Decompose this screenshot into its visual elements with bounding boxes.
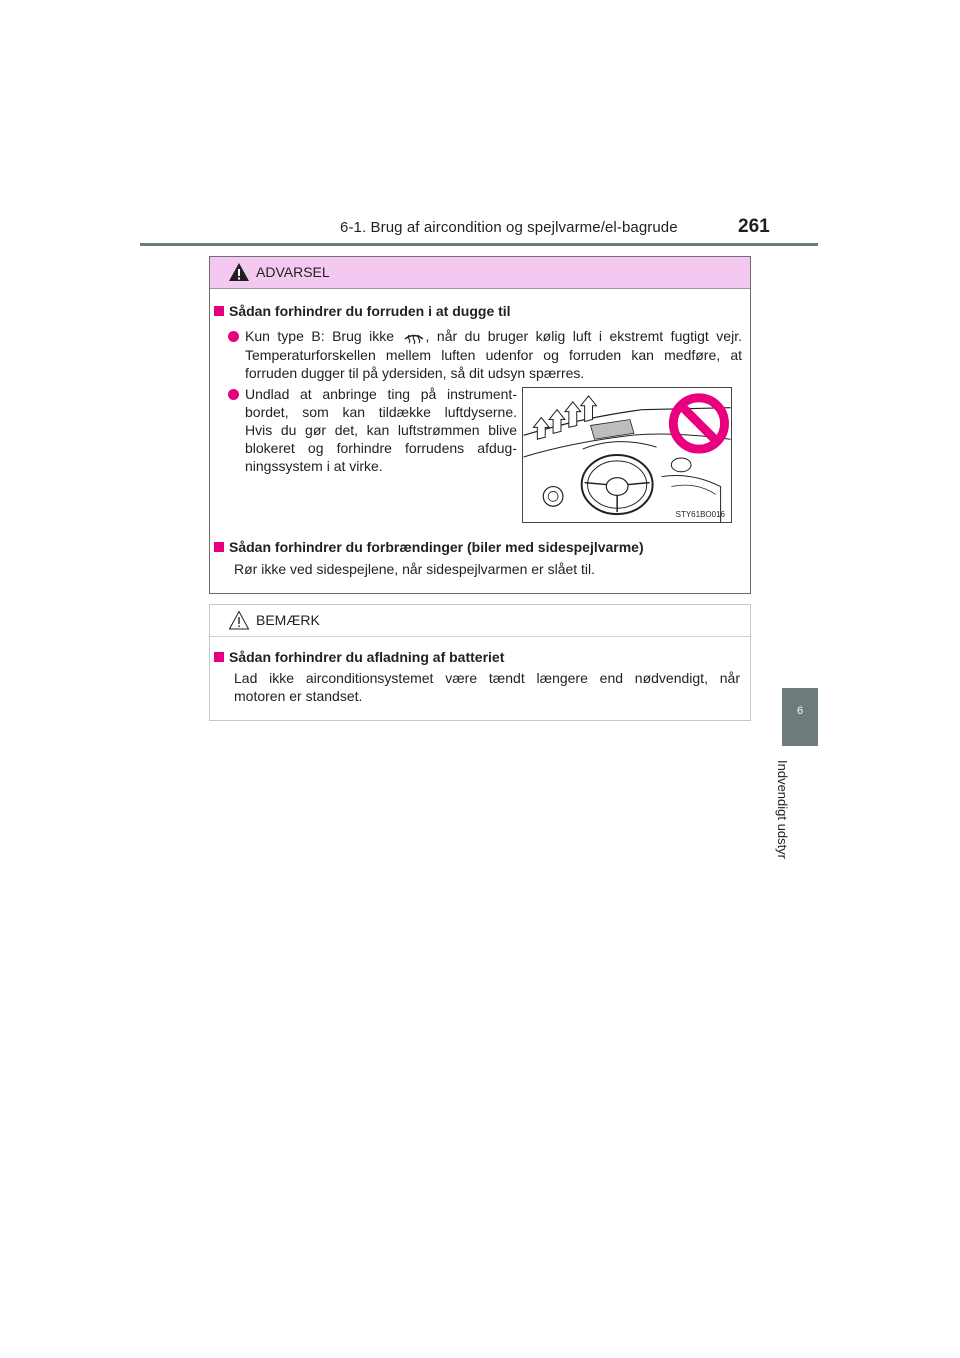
bullet-2-line-4: blokeret og forhindre forrudens afdug- <box>245 440 517 456</box>
notice-text <box>234 669 740 705</box>
chapter-label: Indvendigt udstyr <box>775 760 790 860</box>
bullet-2-line-2: bordet, som kan tildække luftdyserne. <box>245 404 517 420</box>
dashboard-drawing <box>523 388 731 522</box>
section-title-text: Sådan forhindrer du forbrændinger (biler med sidespejlvarme) <box>229 539 644 555</box>
windshield-defroster-icon <box>403 330 425 346</box>
running-header: 6-1. Brug af aircondition og spejlvarme/el-bagrude <box>340 219 678 236</box>
header-rule <box>140 243 818 246</box>
bullet-1-line-2: Temperaturforskellen mellem luften udenfor og forruden kan medføre, at <box>245 347 742 363</box>
warning-section-title-1 <box>214 303 511 319</box>
notice-triangle-icon <box>228 610 250 630</box>
dashboard-illustration <box>522 387 732 523</box>
bullet-1-text <box>245 327 742 382</box>
chapter-number: 6 <box>796 705 804 717</box>
chapter-label-container <box>775 760 814 880</box>
notice-box <box>209 604 751 721</box>
section-marker-icon <box>214 306 224 316</box>
section-marker-icon <box>214 542 224 552</box>
section-title-text: Sådan forhindrer du afladning af batteriet <box>229 649 505 665</box>
warning-section-title-2 <box>214 539 644 555</box>
bullet-2-line-5: ningssystem i at virke. <box>245 458 383 474</box>
section-title-text: Sådan forhindrer du forruden i at dugge til <box>229 303 511 319</box>
bullet-icon <box>228 331 239 342</box>
notice-line-2: motoren er standset. <box>234 688 363 704</box>
warning-section-2-text: Rør ikke ved sidespejlene, når sidespejlvarmen er slået til. <box>234 561 596 577</box>
chapter-tab <box>782 688 818 746</box>
notice-header <box>210 605 750 637</box>
page-number: 261 <box>738 216 770 237</box>
figure-code: STY61BO016 <box>675 510 725 519</box>
bullet-icon <box>228 389 239 400</box>
warning-header <box>210 257 750 289</box>
notice-line-1: Lad ikke airconditionsystemet være tændt længere end nødvendigt, når <box>234 670 740 686</box>
section-marker-icon <box>214 652 224 662</box>
bullet-2-line-1: Undlad at anbringe ting på instrument- <box>245 386 517 402</box>
bullet-1-end: , når du bruger kølig luft i ekstremt fugtigt vejr. <box>425 328 742 344</box>
warning-label: ADVARSEL <box>256 264 330 280</box>
warning-triangle-icon <box>228 262 250 282</box>
bullet-2-line-3: Hvis du gør det, kan luftstrømmen blive <box>245 422 517 438</box>
bullet-1-line-3: forruden dugger til på ydersiden, så dit udsyn spærres. <box>245 365 585 381</box>
bullet-2-text <box>245 385 517 475</box>
bullet-1-start: Kun type B: Brug ikke <box>245 328 395 344</box>
notice-section-title <box>214 649 504 665</box>
notice-label: BEMÆRK <box>256 612 320 628</box>
